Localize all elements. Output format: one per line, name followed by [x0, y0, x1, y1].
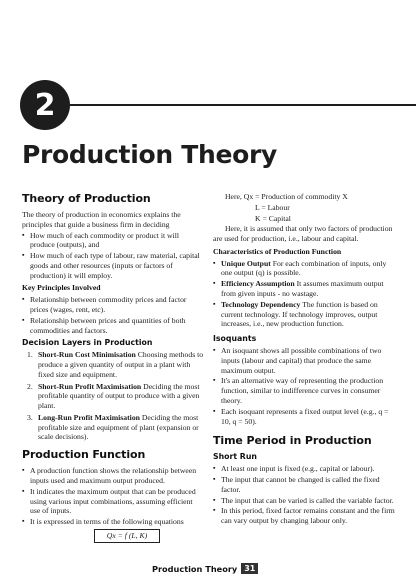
production-function-list [22, 466, 204, 527]
characteristics-heading: Characteristics of Production Function [213, 246, 342, 256]
chapter-number-badge [20, 80, 70, 130]
page-footer [152, 563, 258, 574]
list-item: ▪ The input that can be varied is called the variable factor. [213, 496, 395, 506]
list-item [213, 259, 395, 279]
footer-label: Production Theory [152, 563, 238, 574]
item-term: Short-Run Cost Minimisation [38, 350, 136, 360]
item-text: It assumes maximum output from given inputs - no wastage. [221, 279, 384, 299]
item-text: Deciding the most profitable size and equipment of plant (expansion or scale decisions). [38, 412, 199, 442]
list-item: ▪ It indicates the maximum output that can be produced using various input combinations, assuming efficient use of inputs. [22, 487, 204, 516]
list-item: ▪ In this period, fixed factor remains constant and the firm can vary output by changing labour only. [213, 506, 395, 526]
list-item: ▪ How much of each commodity or product it will produce (outputs), and [22, 231, 204, 251]
item-term: Short-Run Profit Maximisation [38, 381, 142, 391]
list-item [213, 279, 395, 299]
equation-note: Here, it is assumed that only two factors of production are used for production, i.e., labour and capital. [213, 224, 393, 244]
item-text: Choosing methods to produce a given quantity of output in a plant with fixed size and equipment. [38, 350, 204, 379]
item-term: Long-Run Profit Maximisation [38, 412, 140, 422]
time-period-heading: Time Period in Production [213, 434, 372, 448]
list-item: ▪ Each isoquant represents a fixed output level (e.g., q = 10, q = 50). [213, 407, 395, 427]
isoquants-list [213, 346, 395, 426]
list-item [213, 300, 395, 329]
item-term: Efficiency Assumption [221, 279, 295, 289]
equation-line: Here, Qx = Production of commodity X [225, 192, 348, 201]
characteristics-list [213, 259, 395, 329]
theory-heading: Theory of Production [22, 192, 151, 205]
item-term: Unique Output [221, 258, 271, 268]
key-principles-heading: Key Principles Involved [22, 283, 101, 293]
list-item: ▪ It is expressed in terms of the following equations [22, 517, 204, 527]
item-number: 3. [27, 412, 33, 422]
theory-intro: The theory of production in economics explains the principles that guide a business firm in deciding [22, 209, 181, 229]
chapter-number: 2 [34, 87, 56, 123]
list-item: ▪ Relationship between prices and quantities of both commodities and factors. [22, 316, 204, 336]
item-term: Technology Dependency [221, 299, 301, 309]
list-item [22, 350, 204, 379]
chapter-title: Production Theory [22, 140, 278, 169]
right-column [213, 192, 395, 527]
list-item: ▪ A production function shows the relationship between inputs used and maximum output produced. [22, 466, 204, 486]
decision-layers-list [22, 350, 204, 442]
list-item: ▪ The input that cannot be changed is called the fixed factor. [213, 475, 395, 495]
page-number: 31 [241, 563, 258, 574]
production-function-heading: Production Function [22, 448, 146, 462]
list-item [22, 382, 204, 411]
list-item: ▪ At least one input is fixed (e.g., capital or labour). [213, 464, 395, 474]
left-column [22, 192, 204, 543]
key-principles-list [22, 295, 204, 335]
short-run-heading: Short Run [213, 452, 257, 462]
item-number: 2. [27, 381, 33, 391]
list-item: ▪ How much of each type of labour, raw material, capital goods and other resources (inputs or factors of production) it will employ. [22, 251, 204, 280]
chapter-rule [70, 104, 416, 106]
item-number: 1. [27, 350, 33, 360]
short-run-list [213, 464, 395, 526]
list-item: ▪ It's an alternative way of representing the production function, similar to indifference curves in consumer theory. [213, 376, 395, 405]
equation-line: K = Capital [255, 213, 291, 223]
decision-layers-heading: Decision Layers in Production [22, 338, 153, 348]
equation-legend [225, 192, 395, 223]
equation-line: L = Labour [255, 202, 290, 212]
list-item: ▪ An isoquant shows all possible combinations of two inputs (labour and capital) that produce the same maximum output. [213, 346, 395, 375]
list-item [22, 413, 204, 442]
item-text: The function is based on current technology. If technology improves, output increases, i.e., new production function. [221, 299, 378, 329]
list-item: ▪ Relationship between commodity prices and factor prices (wages, rent, etc). [22, 295, 204, 315]
item-text: Deciding the most profitable quantity of output to produce with a given plant. [38, 381, 200, 411]
theory-bullets [22, 231, 204, 281]
isoquants-heading: Isoquants [213, 334, 257, 344]
formula-box: Qx = f (L, K) [94, 529, 160, 543]
item-text: For each combination of inputs, only one output (q) is possible. [221, 258, 387, 278]
